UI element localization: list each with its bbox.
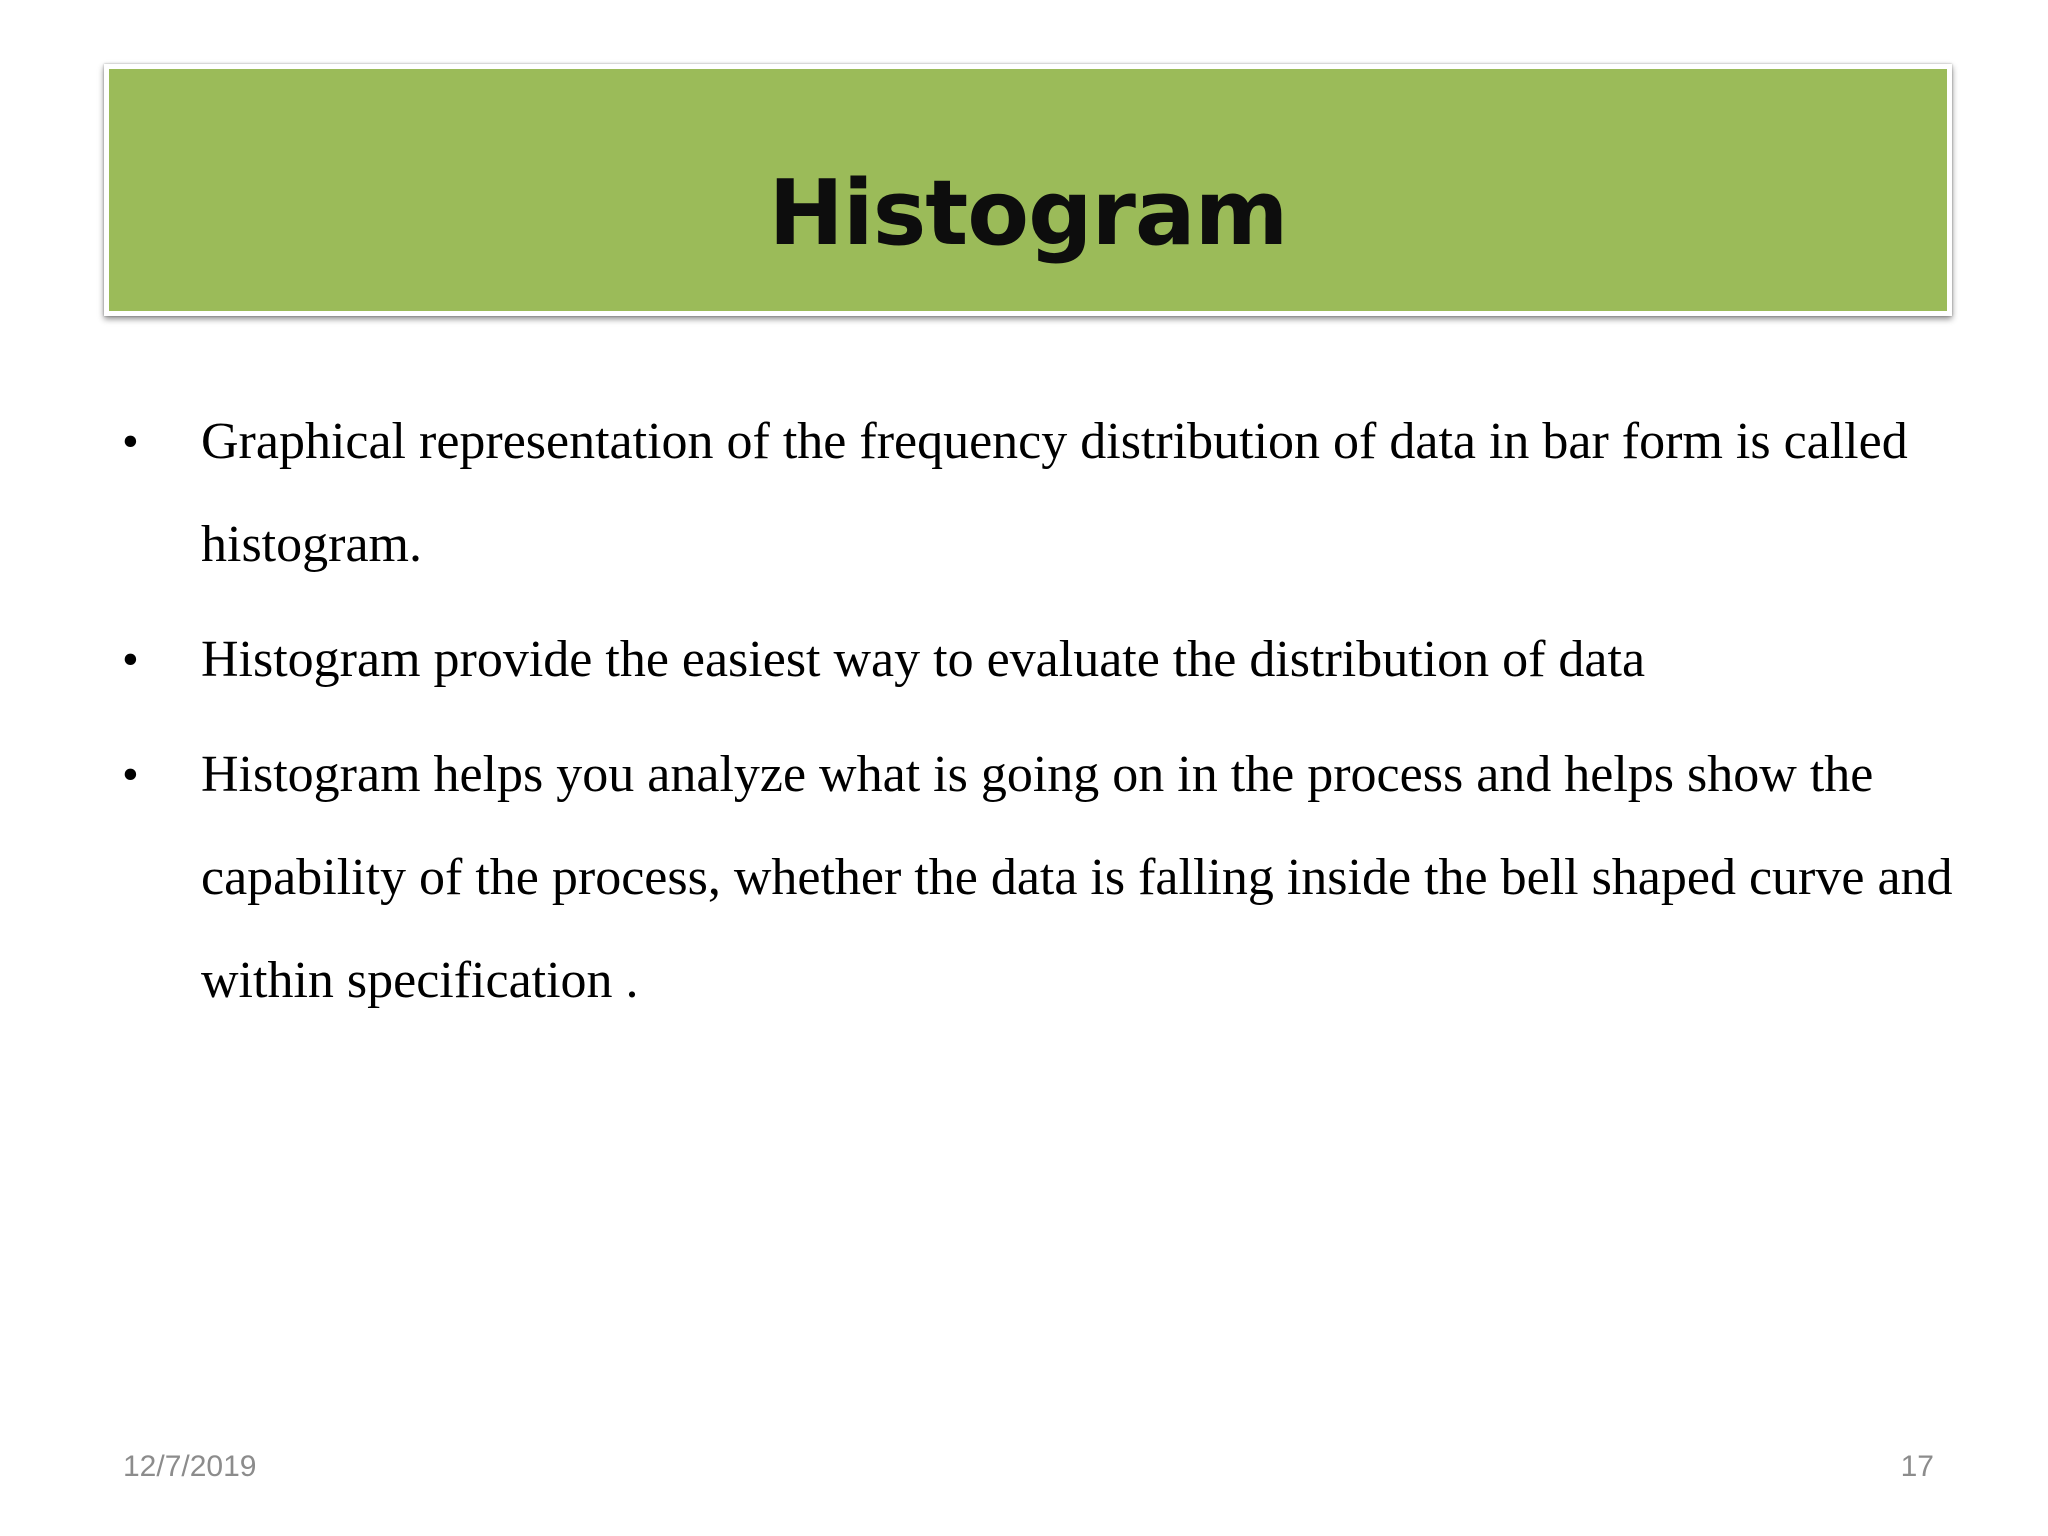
bullet-text: Histogram helps you analyze what is going on in the process and helps show the capability of the process, whether the data is falling inside the bell shaped curve and within specification . [201, 746, 1953, 1009]
bullet-text: Histogram provide the easiest way to evaluate the distribution of data [201, 631, 1646, 688]
bullet-list [0, 390, 2048, 1044]
page-number: 17 [1900, 1450, 1934, 1483]
slide-title: Histogram [768, 161, 1288, 266]
bullet-item [0, 723, 2048, 1032]
bullet-item [0, 608, 2048, 711]
bullet-item [0, 390, 2048, 596]
title-banner [104, 64, 1952, 316]
bullet-icon: • [122, 633, 139, 686]
bullet-icon: • [122, 415, 139, 468]
bullet-icon: • [122, 748, 139, 801]
bullet-text: Graphical representation of the frequency distribution of data in bar form is called histogram. [201, 413, 1908, 573]
footer-date: 12/7/2019 [123, 1450, 257, 1483]
